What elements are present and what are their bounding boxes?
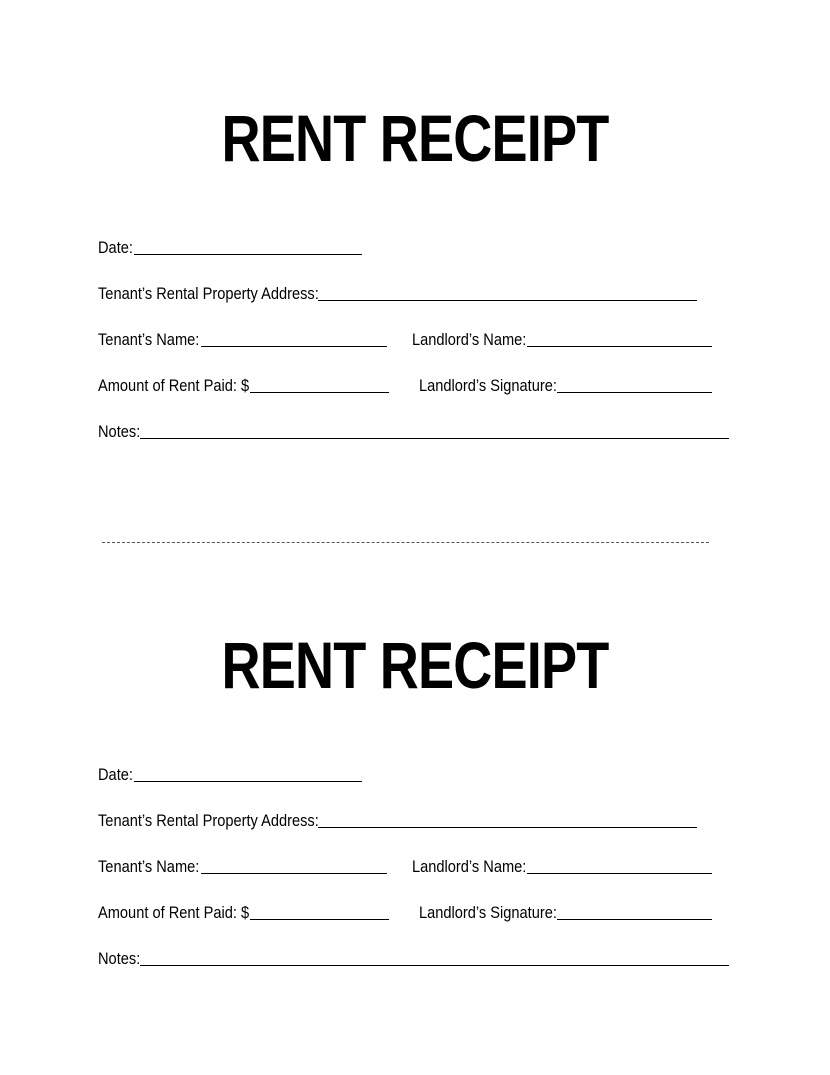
date-row — [98, 234, 362, 258]
names-row — [98, 326, 712, 350]
amount-field[interactable] — [250, 392, 389, 393]
amount-field[interactable] — [250, 919, 389, 920]
notes-label: Notes: — [98, 422, 141, 441]
address-row — [98, 280, 697, 304]
signature-label: Landlord’s Signature: — [419, 903, 557, 922]
address-field[interactable] — [318, 827, 697, 828]
date-row — [98, 761, 362, 785]
amount-label: Amount of Rent Paid: $ — [98, 376, 250, 395]
signature-group — [419, 376, 712, 396]
landlord-name-group — [412, 857, 712, 877]
signature-label: Landlord’s Signature: — [419, 376, 557, 395]
tenant-name-group — [98, 857, 412, 877]
date-label: Date: — [98, 238, 133, 257]
notes-field[interactable] — [140, 438, 729, 439]
amount-label: Amount of Rent Paid: $ — [98, 903, 250, 922]
notes-field[interactable] — [140, 965, 729, 966]
address-label: Tenant’s Rental Property Address: — [98, 284, 319, 303]
amount-row — [98, 899, 712, 923]
address-row — [98, 807, 697, 831]
landlord-name-label: Landlord’s Name: — [412, 330, 527, 349]
amount-group — [98, 903, 419, 923]
date-field[interactable] — [134, 781, 362, 782]
notes-row — [98, 418, 729, 442]
address-field[interactable] — [318, 300, 697, 301]
signature-field[interactable] — [557, 919, 712, 920]
landlord-name-label: Landlord’s Name: — [412, 857, 527, 876]
landlord-name-field[interactable] — [527, 346, 712, 347]
tenant-name-label: Tenant’s Name: — [98, 857, 200, 876]
tenant-name-label: Tenant’s Name: — [98, 330, 200, 349]
date-label: Date: — [98, 765, 133, 784]
date-field[interactable] — [134, 254, 362, 255]
names-row — [98, 853, 712, 877]
address-label: Tenant’s Rental Property Address: — [98, 811, 319, 830]
signature-group — [419, 903, 712, 923]
signature-field[interactable] — [557, 392, 712, 393]
tenant-name-group — [98, 330, 412, 350]
amount-group — [98, 376, 419, 396]
receipt-title: RENT RECEIPT — [221, 101, 609, 175]
tenant-name-field[interactable] — [201, 346, 387, 347]
landlord-name-field[interactable] — [527, 873, 712, 874]
receipt-title: RENT RECEIPT — [221, 628, 609, 702]
amount-row — [98, 372, 712, 396]
notes-label: Notes: — [98, 949, 141, 968]
tenant-name-field[interactable] — [201, 873, 387, 874]
notes-row — [98, 945, 729, 969]
landlord-name-group — [412, 330, 712, 350]
cut-line-divider — [102, 542, 709, 543]
